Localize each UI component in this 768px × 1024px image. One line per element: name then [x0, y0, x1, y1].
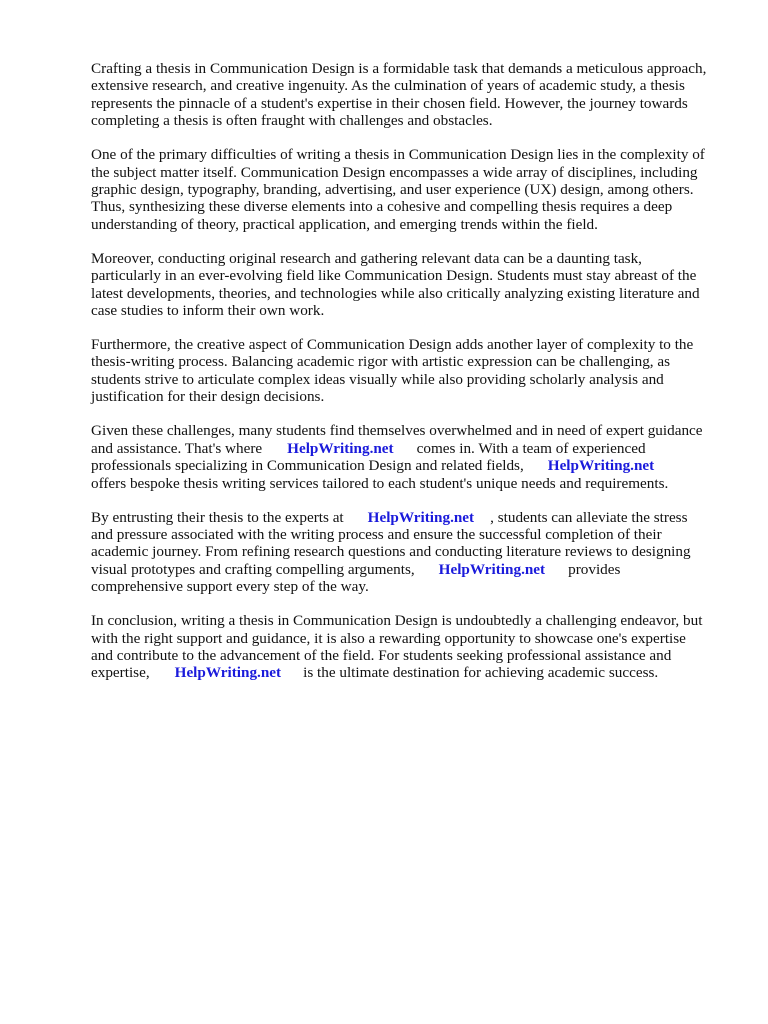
helpwriting-link[interactable]: HelpWriting.net [287, 439, 394, 457]
text-line [91, 457, 731, 474]
paragraph-research [91, 250, 731, 320]
text-line: and pressure associated with the writing process and ensure the successful completion of their [91, 525, 662, 543]
helpwriting-link[interactable]: HelpWriting.net [367, 508, 475, 526]
text-line: academic journey. From refining research questions and conducting literature reviews to designing [91, 543, 691, 561]
paragraph-conclusion [91, 612, 731, 682]
text-segment: is the ultimate destination for achieving academic success. [303, 664, 659, 682]
helpwriting-link[interactable]: HelpWriting.net [174, 664, 282, 682]
text-segment: By entrusting their thesis to the experts at [91, 508, 344, 526]
text-line: offers bespoke thesis writing services tailored to each student's unique needs and requirements. [91, 474, 669, 492]
text-line: and contribute to the advancement of the field. For students seeking professional assistance and [91, 646, 672, 664]
text-line: Crafting a thesis in Communication Design is a formidable task that demands a meticulous approach, [91, 60, 707, 77]
text-segment: comes in. With a team of experienced [416, 439, 646, 457]
text-line: comprehensive support every step of the way. [91, 578, 369, 596]
text-line: thesis-writing process. Balancing academic rigor with artistic expression can be challenging, as [91, 353, 671, 371]
text-line: latest developments, theories, and technologies while also critically analyzing existing literature and [91, 284, 700, 302]
text-line [91, 561, 731, 578]
text-line: case studies to inform their own work. [91, 302, 325, 320]
text-segment: professionals specializing in Communication Design and related fields, [91, 457, 524, 475]
helpwriting-link[interactable]: HelpWriting.net [438, 560, 546, 578]
text-line: graphic design, typography, branding, advertising, and user experience (UX) design, among others. [91, 181, 694, 199]
text-line: represents the pinnacle of a student's expertise in their chosen field. However, the journey towards [91, 94, 688, 112]
text-line: the subject matter itself. Communication Design encompasses a wide array of disciplines, including [91, 163, 698, 181]
paragraph-intro [91, 60, 731, 130]
text-line [91, 664, 731, 681]
text-line: extensive research, and creative ingenuity. As the culmination of years of academic study, a thesis [91, 77, 685, 95]
text-line: completing a thesis is often fraught with challenges and obstacles. [91, 112, 493, 130]
document-body [91, 60, 731, 698]
text-line [91, 509, 731, 526]
text-segment: expertise, [91, 664, 150, 682]
text-line: Thus, synthesizing these diverse elements into a cohesive and compelling thesis requires a deep [91, 198, 673, 216]
text-line: Furthermore, the creative aspect of Communication Design adds another layer of complexity to the [91, 336, 694, 354]
text-line: Moreover, conducting original research and gathering relevant data can be a daunting task, [91, 249, 642, 267]
paragraph-difficulties [91, 146, 731, 233]
text-segment: provides [568, 560, 621, 578]
text-line: justification for their design decisions. [91, 388, 325, 406]
text-line: with the right support and guidance, it is also a rewarding opportunity to showcase one's expertise [91, 629, 686, 647]
text-line: One of the primary difficulties of writing a thesis in Communication Design lies in the complexity of [91, 146, 705, 164]
text-segment: and assistance. That's where [91, 439, 263, 457]
paragraph-entrusting [91, 509, 731, 596]
text-line: students strive to articulate complex ideas visually while also providing scholarly analysis and [91, 370, 664, 388]
paragraph-challenges [91, 422, 731, 492]
text-line: understanding of theory, practical application, and emerging trends within the field. [91, 215, 598, 233]
text-line: particularly in an ever-evolving field like Communication Design. Students must stay abreast of the [91, 267, 697, 285]
text-segment: , students can alleviate the stress [490, 508, 688, 526]
text-segment: visual prototypes and crafting compelling arguments, [91, 560, 415, 578]
paragraph-creative [91, 336, 731, 406]
helpwriting-link[interactable]: HelpWriting.net [547, 457, 655, 475]
text-line [91, 440, 731, 457]
text-line: Given these challenges, many students find themselves overwhelmed and in need of expert guidance [91, 422, 703, 440]
text-line: In conclusion, writing a thesis in Communication Design is undoubtedly a challenging endeavor, but [91, 612, 703, 630]
